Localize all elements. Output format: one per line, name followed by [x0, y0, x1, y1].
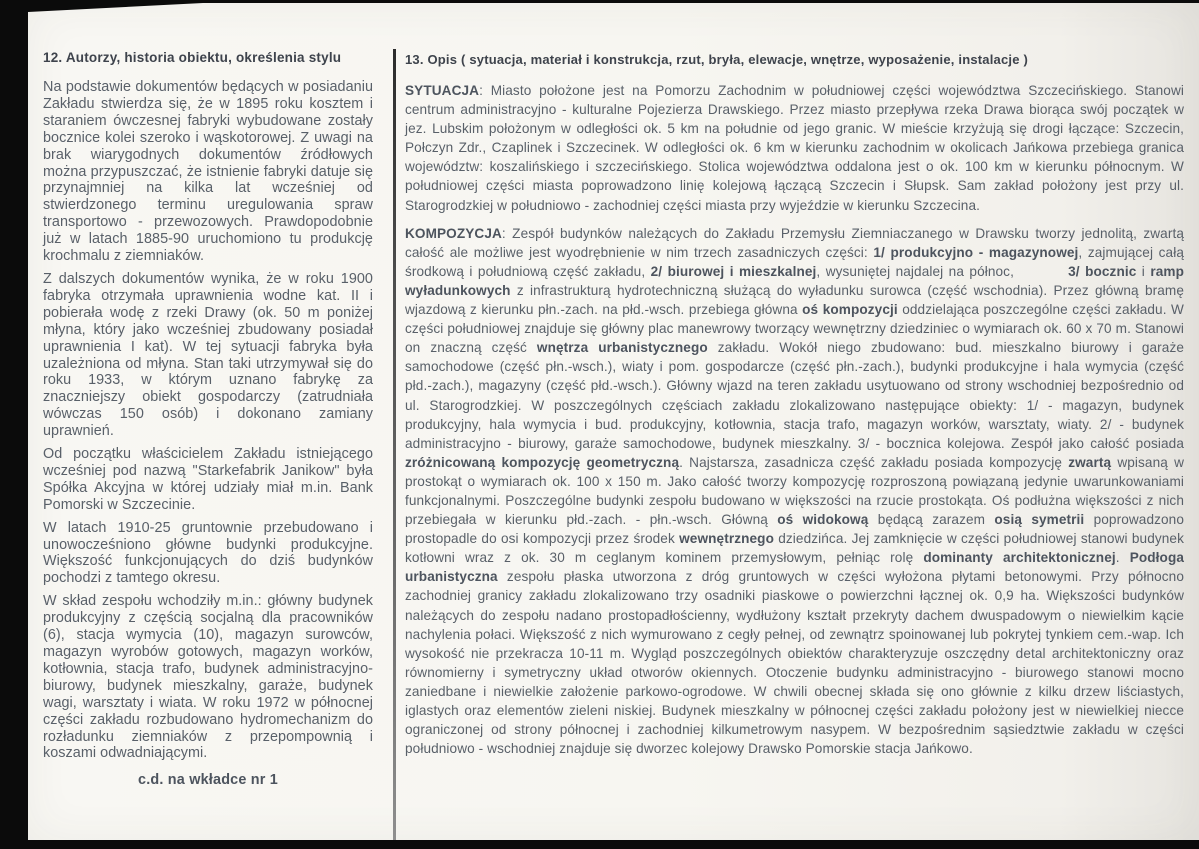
section-12-heading: 12. Autorzy, historia obiektu, określenia stylu	[43, 50, 342, 65]
scanned-document-page	[28, 3, 1199, 840]
paragraph: Na podstawie dokumentów będących w posiadaniu Zakładu stwierdza się, że w 1895 roku kosztem i staraniem ówczesnej fabryki wybudowane zostały bocznice kolei szeroko i wąskotorowej. Z uwagi na brak wiarygodnych dokumentów źródłowych można przypuszczać, że istnienie fabryki datuje się przynajmniej na kilka lat wcześniej od stwierdzonego terminu uregulowania spraw transportowo - przewozowych. Prawdopodobnie już w latach 1885-90 uruchomiono tu produkcję krochmalu z ziemniaków.	[43, 79, 373, 265]
column-divider-rule	[393, 49, 396, 840]
paragraph: W skład zespołu wchodziły m.in.: główny budynek produkcyjny z częścią socjalną dla pracowników (6), stacja wymycia (10), magazyn surowców, magazyn wyrobów gotowych, magazyn worków, kotłownia, stacja trafo, budynek administracyjno-biurowy, budynek mieszkalny, garaże, budynek wagi, warsztaty i wiata. W roku 1972 w północnej części zakładu rozbudowano hydromechanizm do rozładunku ziemniaków z przepompownią i koszami odwadniającymi.	[43, 593, 373, 762]
paragraph: KOMPOZYCJA: Zespół budynków należących do Zakładu Przemysłu Ziemniaczanego w Drawsku tworzy jednolitą, zwartą całość ale możliwe jest wyodrębnienie w nim trzech zasadniczych części: 1/ produkcyjno - magazynowej, zajmującej całą środkową i południową część zakładu, 2/ biurowej i mieszkalnej, wysuniętej najdalej na północ, 3/ bocznic i ramp wyładunkowych z infrastrukturą hydrotechniczną służącą do wyładunku surowca (część wschodnia). Przez główną bramę wjazdową z kierunku płn.-zach. na płd.-wsch. przebiega główna oś kompozycji oddzielająca poszczególne części zakładu. W części południowej znajduje się główny plac manewrowy tworzący wewnętrzny dziedziniec o wymiarach ok. 60 x 70 m. Stanowi on znaczną część wnętrza urbanistycznego zakładu. Wokół niego zbudowano: bud. mieszkalno biurowy i garaże samochodowe (część płn.-wsch.), wiaty i pom. gospodarcze (część płn.-zach.), budynki produkcyjne i hala wymycia (część płd.-zach.), magazyny (część płd.-wsch.). Główny wjazd na teren zakładu usytuowano od strony wschodniej bezpośrednio od ul. Starogrodzkiej. W poszczególnych częściach zakładu zlokalizowano następujące obiekty: 1/ - magazyn, budynek produkcyjny, hala wymycia i bud. produkcyjny, kotłownia, stacja trafo, magazyn worków, warsztaty, wiaty. 2/ - budynek administracyjno - biurowy, garaże samochodowe, budynek mieszkalny. 3/ - bocznica kolejowa. Zespół jako całość posiada zróżnicowaną kompozycję geometryczną. Najstarsza, zasadnicza część zakładu posiada kompozycję zwartą wpisaną w prostokąt o wymiarach ok. 100 x 150 m. Jako całość tworzy kompozycję rozproszoną powiązaną jedynie uwarunkowaniami funkcjonalnymi. Poszczególne budynki zespołu budowano w większości na rzucie prostokąta. Oś podłużna większości z nich przebiegała w kierunku płd.-zach. - płn.-wsch. Główną oś widokową będącą zarazem osią symetrii poprowadzono prostopadle do osi kompozycji przez środek wewnętrznego dziedzińca. Jej zamknięcie w części południowej stanowi budynek kotłowni wraz z ok. 30 m ceglanym kominem przemysłowym, pełniąc rolę dominanty architektonicznej. Podłoga urbanistyczna zespołu płaska utworzona z dróg gruntowych w części wyłożona płytami betonowymi. Przy północno zachodniej granicy zakładu zlokalizowano trzy osadniki piaskowe o powierzchni łącznej ok. 0,9 ha. Większości budynków należących do zespołu nadano prostopadłościenny, wydłużony kształt przekryty dachem dwuspadowym o niewielkim kącie nachylenia połaci. Większość z nich wymurowano z cegły pełnej, od zewnątrz spoinowanej lub pokrytej tynkiem cem.-wap. Ich wysokość nie przekracza 10-11 m. Wygląd poszczególnych obiektów charakteryzuje oszczędny detal architektoniczny oraz równomierny i symetryczny układ otworów okiennych. Otoczenie budynku administracyjno - biurowego stanowi mocno zaniedbane i niewielkie założenie parkowo-ogrodowe. W chwili obecnej składa się ono głównie z kilku drzew liściastych, iglastych oraz elementów zieleni niskiej. Budynek mieszkalny w północnej części zakładu położony jest w niewielkiej niecce ograniczonej od strony północnej i zachodniej kilkumetrowym nasypem. W bezpośrednim sąsiedztwie zakładu w części południowo - wschodniej znajduje się dworzec kolejowy Drawsko Pomorskie stacja Jańkowo.	[405, 225, 1185, 757]
section-12-authors-history	[43, 50, 373, 788]
paragraph: Z dalszych dokumentów wynika, że w roku 1900 fabryka otrzymała uprawnienia wodne kat. II i pobierała wodę z rzeki Drawy (ok. 50 m poniżej młyna, który jako wcześniej zbudowany posiadał uprawnienia I kat). W tej sytuacji fabryka była uzależniona od młyna. Stan taki utrzymywał się do roku 1933, w którym uznano fabrykę za znaczniejszy obiekt gospodarczy (zatrudniała wówczas 150 osób) i dokonano zamiany uprawnień.	[43, 270, 373, 440]
paragraph: Od początku właścicielem Zakładu istniejącego wcześniej pod nazwą "Starkefabrik Janikow" była Spółka Akcyjna w której udziały miał m.in. Bank Pomorski w Szczecinie.	[43, 446, 373, 513]
paragraph: W latach 1910-25 gruntownie przebudowano i unowocześniono główne budynki produkcyjne. Większość funkcjonujących do dziś budynków pochodzi z tamtego okresu.	[43, 519, 373, 587]
section-13-description	[405, 52, 1184, 767]
continuation-note: c.d. na wkładce nr 1	[138, 772, 278, 789]
scan-corner-artifact	[28, 3, 203, 12]
section-13-heading: 13. Opis ( sytuacja, materiał i konstrukcja, rzut, bryła, elewacje, wnętrze, wyposażenie, instalacje )	[405, 52, 1028, 67]
section-13-body	[405, 81, 1184, 758]
paragraph: SYTUACJA: Miasto położone jest na Pomorzu Zachodnim w południowej części województwa Szczecińskiego. Stanowi centrum administracyjno - kulturalne Pojezierza Drawskiego. Przez miasto przepływa rzeka Drawa biorąca swój początek w jez. Lubskim położonym w odległości ok. 5 km na południe od jego granic. W mieście krzyżują się drogi łączące: Szczecin, Połczyn Zdr., Czaplinek i Szczecinek. W odległości ok. 6 km w kierunku zachodnim w okolicach Jańkowa przebiega granica województw: koszalińskiego i szczecińskiego. Stolica województwa oddalona jest o ok. 100 km w kierunku północnym. W południowej części miasta poprowadzono linię kolejową łączącą Szczecin i Słupsk. Sam zakład położony jest przy ul. Starogrodzkiej w południowo - zachodniej części miasta przy wyjeździe w kierunku Szczecina.	[405, 83, 1184, 213]
section-12-body	[43, 79, 373, 762]
